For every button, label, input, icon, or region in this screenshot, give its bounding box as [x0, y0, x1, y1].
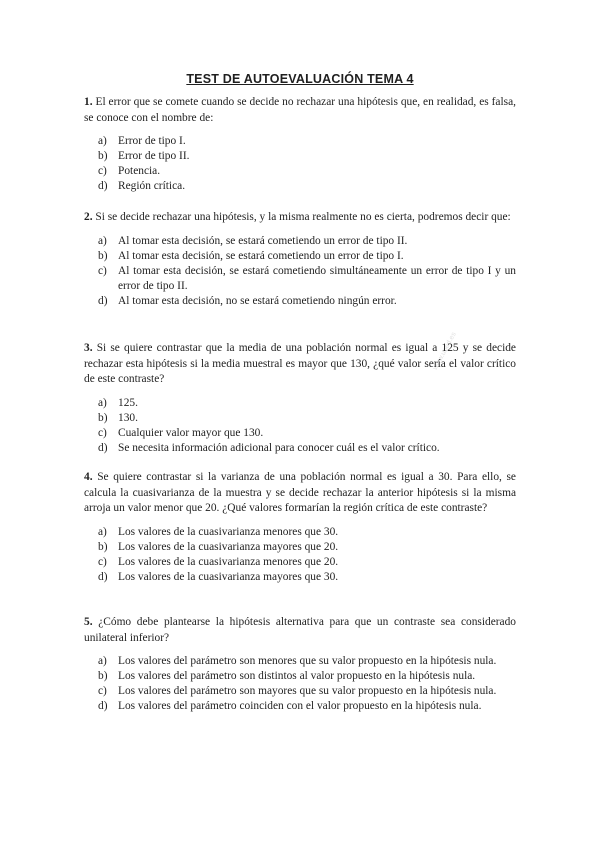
option-text: Al tomar esta decisión, no se estará cometiendo ningún error. [118, 294, 397, 307]
option-item [84, 555, 516, 570]
option-letter: c) [98, 165, 107, 177]
option-text: Los valores de la cuasivarianza menores que 20. [118, 555, 339, 568]
options-list [84, 654, 516, 714]
option-item [84, 669, 516, 684]
question-text [84, 341, 516, 388]
question-4 [84, 470, 516, 585]
option-text: Los valores de la cuasivarianza mayores que 20. [118, 540, 339, 553]
option-letter: d) [98, 700, 108, 712]
watermark: www.uned.es [432, 331, 458, 372]
option-item [84, 525, 516, 540]
option-text: 130. [118, 411, 138, 424]
option-letter: b) [98, 540, 108, 553]
option-item [84, 134, 516, 149]
options-list [84, 234, 516, 309]
option-letter: d) [98, 294, 108, 307]
question-statement: Se quiere contrastar si la varianza de una población normal es igual a 30. Para ello, se calcula la cuasivarianza de la muestra y se decide rechazar la anterior hipótesis si la misma arroja un valor menor que 20. ¿Qué valores formarían la región crítica de este contraste? [84, 471, 516, 514]
option-item [84, 249, 516, 264]
question-text [84, 470, 516, 517]
question-text [84, 615, 516, 646]
option-letter: a) [98, 396, 107, 409]
option-letter: b) [98, 249, 108, 262]
option-item [84, 411, 516, 426]
option-text: Al tomar esta decisión, se estará cometiendo un error de tipo I. [118, 249, 404, 262]
option-text: Potencia. [118, 165, 161, 177]
option-letter: a) [98, 655, 107, 667]
question-number: 1. [84, 96, 93, 108]
option-text: Error de tipo II. [118, 150, 190, 162]
option-text: Se necesita información adicional para conocer cuál es el valor crítico. [118, 441, 440, 454]
page-title: TEST DE AUTOEVALUACIÓN TEMA 4 [186, 72, 414, 86]
option-item [84, 441, 516, 456]
option-text: Los valores del parámetro son mayores que su valor propuesto en la hipótesis nula. [118, 685, 497, 697]
question-5 [84, 615, 516, 714]
option-item [84, 234, 516, 249]
question-text [84, 95, 516, 126]
option-item [84, 426, 516, 441]
option-letter: a) [98, 135, 107, 147]
option-item [84, 294, 516, 309]
option-letter: c) [98, 426, 107, 439]
options-list [84, 525, 516, 585]
option-text: Al tomar esta decisión, se estará cometiendo un error de tipo II. [118, 234, 408, 247]
option-text: Cualquier valor mayor que 130. [118, 426, 264, 439]
option-letter: b) [98, 411, 108, 424]
option-letter: d) [98, 180, 108, 192]
question-statement: Si se decide rechazar una hipótesis, y la misma realmente no es cierta, podremos decir que: [95, 211, 511, 223]
question-3 [84, 341, 516, 456]
option-item [84, 396, 516, 411]
option-text: 125. [118, 396, 138, 409]
option-text: Los valores del parámetro son distintos al valor propuesto en la hipótesis nula. [118, 670, 476, 682]
option-letter: d) [98, 441, 108, 454]
option-item [84, 654, 516, 669]
option-item [84, 264, 516, 294]
option-letter: c) [98, 555, 107, 568]
option-text: Los valores del parámetro coinciden con el valor propuesto en la hipótesis nula. [118, 700, 482, 712]
option-letter: d) [98, 570, 108, 583]
question-number: 5. [84, 616, 93, 628]
option-item [84, 699, 516, 714]
options-list [84, 134, 516, 194]
option-letter: c) [98, 264, 107, 277]
option-letter: c) [98, 685, 107, 697]
question-number: 3. [84, 342, 93, 354]
question-1 [84, 95, 516, 194]
option-item [84, 149, 516, 164]
option-text: Los valores de la cuasivarianza mayores que 30. [118, 570, 339, 583]
option-text: Error de tipo I. [118, 135, 186, 147]
question-statement: El error que se comete cuando se decide no rechazar una hipótesis que, en realidad, es falsa, se conoce con el nombre de: [84, 96, 516, 124]
options-list [84, 396, 516, 456]
option-letter: a) [98, 525, 107, 538]
question-text [84, 210, 516, 226]
question-number: 2. [84, 211, 93, 223]
option-item [84, 540, 516, 555]
question-statement: Si se quiere contrastar que la media de una población normal es igual a 125 y se decide rechazar esta hipótesis si la media muestral es mayor que 130, ¿qué valor sería el valor crítico de este contraste? [84, 342, 516, 385]
option-letter: b) [98, 670, 108, 682]
option-item [84, 570, 516, 585]
option-text: Al tomar esta decisión, se estará cometiendo simultáneamente un error de tipo I y un error de tipo II. [118, 264, 516, 292]
question-2 [84, 210, 516, 309]
option-letter: b) [98, 150, 108, 162]
option-text: Los valores del parámetro son menores que su valor propuesto en la hipótesis nula. [118, 655, 497, 667]
question-statement: ¿Cómo debe plantearse la hipótesis alternativa para que un contraste sea considerado unilateral inferior? [84, 616, 516, 644]
option-item [84, 179, 516, 194]
option-text: Los valores de la cuasivarianza menores que 30. [118, 525, 339, 538]
option-letter: a) [98, 234, 107, 247]
option-item [84, 684, 516, 699]
option-item [84, 164, 516, 179]
option-text: Región crítica. [118, 180, 186, 192]
question-number: 4. [84, 471, 93, 483]
